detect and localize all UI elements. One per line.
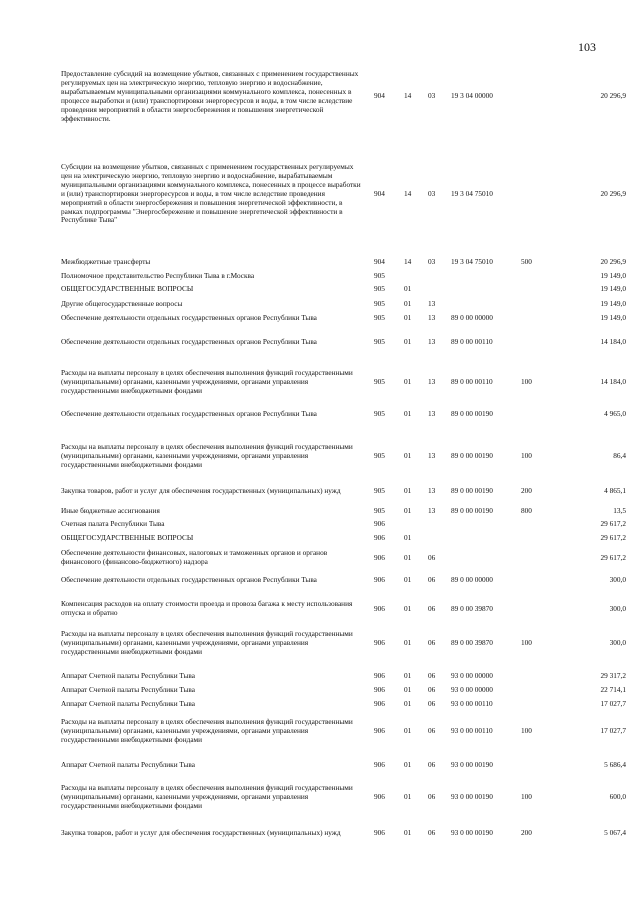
cell-subsection: 13 [428, 377, 436, 387]
cell-subsection: 06 [428, 638, 436, 648]
cell-admin: 905 [374, 451, 385, 461]
cell-subsection: 03 [428, 91, 436, 101]
cell-subsection: 06 [428, 603, 436, 613]
cell-section: 01 [404, 552, 412, 562]
cell-vr: 500 [521, 257, 532, 267]
cell-target: 89 0 00 39870 [451, 638, 493, 648]
row-name: Расходы на выплаты персоналу в целях обеспечения выполнения функций государственными (муниципальными) органами, казенными учреждениями, органами управления государственными внебюджетными фондами [61, 368, 353, 395]
cell-sum: 19 149,0 [600, 284, 626, 294]
cell-sum: 20 296,9 [600, 188, 626, 198]
cell-target: 89 0 00 00190 [451, 486, 493, 496]
cell-subsection: 06 [428, 828, 436, 838]
cell-vr: 100 [521, 792, 532, 802]
cell-vr: 200 [521, 486, 532, 496]
cell-section: 01 [404, 575, 412, 585]
cell-section: 14 [404, 91, 412, 101]
row-name: Компенсация расходов на оплату стоимости проезда и провоза багажа к месту использования отпуска и обратно [61, 599, 353, 617]
cell-subsection: 13 [428, 313, 436, 323]
cell-section: 01 [404, 313, 412, 323]
cell-admin: 905 [374, 313, 385, 323]
cell-subsection: 06 [428, 671, 436, 681]
cell-subsection: 06 [428, 792, 436, 802]
cell-admin: 906 [374, 685, 385, 695]
row-name: Обеспечение деятельности отдельных государственных органов Республики Тыва [61, 409, 317, 418]
cell-section: 01 [404, 699, 412, 709]
row-name: Иные бюджетные ассигнования [61, 506, 160, 515]
cell-target: 93 0 00 00000 [451, 685, 493, 695]
cell-section: 01 [404, 603, 412, 613]
cell-subsection: 13 [428, 299, 436, 309]
cell-target: 89 0 00 00110 [451, 377, 493, 387]
row-name: Полномочное представительство Республики Тыва в г.Москва [61, 271, 255, 280]
cell-subsection: 13 [428, 409, 436, 419]
cell-target: 19 3 04 75010 [451, 257, 493, 267]
cell-subsection: 06 [428, 760, 436, 770]
cell-target: 89 0 00 00190 [451, 409, 493, 419]
cell-admin: 905 [374, 337, 385, 347]
row-name: Предоставление субсидий на возмещение убытков, связанных с применением государственных регулируемых цен на электрическую энергию, тепловую энергию и водоснабжение, вырабатываемым муниципальными организациями коммунального комплекса, понесенных в процессе выработки и (или) транспортировки энергоресурсов и воды, в том числе вследствие проведения мероприятий в области энергосбережения и повышения энергетической эффективности. [61, 69, 359, 123]
cell-admin: 905 [374, 271, 385, 281]
cell-admin: 904 [374, 257, 385, 267]
cell-sum: 5 067,4 [604, 828, 626, 838]
row-name: Обеспечение деятельности финансовых, налоговых и таможенных органов и органов финансового (финансово-бюджетного) надзора [61, 548, 328, 566]
cell-admin: 906 [374, 726, 385, 736]
page-number: 103 [578, 40, 596, 54]
cell-section: 01 [404, 726, 412, 736]
cell-target: 89 0 00 00000 [451, 575, 493, 585]
cell-sum: 29 617,2 [600, 552, 626, 562]
cell-subsection: 06 [428, 685, 436, 695]
row-name: Другие общегосударственные вопросы [61, 299, 183, 308]
cell-sum: 29 617,2 [600, 519, 626, 529]
cell-subsection: 03 [428, 257, 436, 267]
cell-subsection: 13 [428, 337, 436, 347]
cell-sum: 17 027,7 [600, 699, 626, 709]
cell-vr: 800 [521, 506, 532, 516]
cell-sum: 29 317,2 [600, 671, 626, 681]
cell-section: 01 [404, 638, 412, 648]
cell-sum: 17 027,7 [600, 726, 626, 736]
cell-subsection: 06 [428, 726, 436, 736]
cell-subsection: 06 [428, 552, 436, 562]
cell-section: 01 [404, 486, 412, 496]
row-name: Расходы на выплаты персоналу в целях обеспечения выполнения функций государственными (муниципальными) органами, казенными учреждениями, органами управления государственными внебюджетными фондами [61, 442, 353, 469]
cell-admin: 906 [374, 792, 385, 802]
cell-admin: 906 [374, 519, 385, 529]
cell-section: 01 [404, 506, 412, 516]
cell-admin: 906 [374, 533, 385, 543]
cell-subsection: 06 [428, 575, 436, 585]
cell-sum: 20 296,9 [600, 91, 626, 101]
cell-admin: 905 [374, 299, 385, 309]
row-name: ОБЩЕГОСУДАРСТВЕННЫЕ ВОПРОСЫ [61, 533, 194, 542]
cell-sum: 5 686,4 [604, 760, 626, 770]
row-name: Обеспечение деятельности отдельных государственных органов Республики Тыва [61, 337, 317, 346]
cell-sum: 300,0 [609, 603, 626, 613]
cell-sum: 14 184,0 [600, 337, 626, 347]
cell-section: 01 [404, 685, 412, 695]
row-name: Субсидии на возмещение убытков, связанных с применением государственных регулируемых цен на электрическую энергию, тепловую энергию и водоснабжение, вырабатываемым муниципальными организациями коммунального комплекса, понесенных в процессе выработки и (или) транспортировки энергоресурсов и воды, в том числе вследствие проведения мероприятий в области энергосбережения и повышения энергетической эффективности, в рамках подпрограммы "Энергосбережение и повышение энергетической эффективности в Республике Тыва" [61, 162, 361, 225]
row-name: Аппарат Счетной палаты Республики Тыва [61, 685, 196, 694]
cell-sum: 300,0 [609, 575, 626, 585]
cell-admin: 905 [374, 409, 385, 419]
cell-sum: 19 149,0 [600, 313, 626, 323]
cell-section: 01 [404, 533, 412, 543]
cell-section: 01 [404, 284, 412, 294]
cell-sum: 300,0 [609, 638, 626, 648]
row-name: Закупка товаров, работ и услуг для обеспечения государственных (муниципальных) нужд [61, 828, 341, 837]
row-name: Аппарат Счетной палаты Республики Тыва [61, 699, 196, 708]
row-name: Расходы на выплаты персоналу в целях обеспечения выполнения функций государственными (муниципальными) органами, казенными учреждениями, органами управления государственными внебюджетными фондами [61, 717, 353, 744]
cell-sum: 22 714,1 [600, 685, 626, 695]
cell-vr: 100 [521, 377, 532, 387]
cell-sum: 86,4 [613, 451, 626, 461]
cell-sum: 19 149,0 [600, 299, 626, 309]
cell-vr: 100 [521, 726, 532, 736]
cell-admin: 906 [374, 699, 385, 709]
cell-admin: 906 [374, 552, 385, 562]
cell-sum: 19 149,0 [600, 271, 626, 281]
cell-target: 89 0 00 00000 [451, 313, 493, 323]
cell-vr: 100 [521, 451, 532, 461]
cell-sum: 4 965,0 [604, 409, 626, 419]
row-name: Счетная палата Республики Тыва [61, 519, 165, 528]
cell-section: 01 [404, 377, 412, 387]
cell-admin: 904 [374, 188, 385, 198]
cell-section: 01 [404, 671, 412, 681]
cell-admin: 905 [374, 486, 385, 496]
row-name: ОБЩЕГОСУДАРСТВЕННЫЕ ВОПРОСЫ [61, 284, 194, 293]
row-name: Расходы на выплаты персоналу в целях обеспечения выполнения функций государственными (муниципальными) органами, казенными учреждениями, органами управления государственными внебюджетными фондами [61, 783, 353, 810]
cell-admin: 906 [374, 603, 385, 613]
cell-sum: 14 184,0 [600, 377, 626, 387]
cell-section: 14 [404, 188, 412, 198]
cell-target: 19 3 04 00000 [451, 91, 493, 101]
cell-section: 01 [404, 792, 412, 802]
row-name: Расходы на выплаты персоналу в целях обеспечения выполнения функций государственными (муниципальными) органами, казенными учреждениями, органами управления государственными внебюджетными фондами [61, 629, 353, 656]
cell-subsection: 13 [428, 506, 436, 516]
cell-section: 01 [404, 299, 412, 309]
cell-target: 19 3 04 75010 [451, 188, 493, 198]
cell-admin: 905 [374, 506, 385, 516]
cell-subsection: 13 [428, 451, 436, 461]
cell-section: 01 [404, 451, 412, 461]
cell-target: 93 0 00 00190 [451, 828, 493, 838]
row-name: Обеспечение деятельности отдельных государственных органов Республики Тыва [61, 313, 317, 322]
cell-subsection: 13 [428, 486, 436, 496]
cell-target: 89 0 00 00110 [451, 337, 493, 347]
cell-sum: 20 296,9 [600, 257, 626, 267]
cell-target: 93 0 00 00000 [451, 671, 493, 681]
cell-admin: 906 [374, 760, 385, 770]
cell-section: 01 [404, 828, 412, 838]
cell-section: 14 [404, 257, 412, 267]
cell-admin: 906 [374, 828, 385, 838]
cell-target: 93 0 00 00110 [451, 699, 493, 709]
cell-vr: 100 [521, 638, 532, 648]
cell-subsection: 03 [428, 188, 436, 198]
row-name: Обеспечение деятельности отдельных государственных органов Республики Тыва [61, 575, 317, 584]
cell-vr: 200 [521, 828, 532, 838]
cell-admin: 906 [374, 575, 385, 585]
cell-admin: 906 [374, 638, 385, 648]
row-name: Закупка товаров, работ и услуг для обеспечения государственных (муниципальных) нужд [61, 486, 341, 495]
cell-section: 01 [404, 760, 412, 770]
cell-sum: 13,5 [613, 506, 626, 516]
cell-admin: 905 [374, 377, 385, 387]
cell-admin: 905 [374, 284, 385, 294]
cell-sum: 600,0 [609, 792, 626, 802]
cell-admin: 904 [374, 91, 385, 101]
row-name: Аппарат Счетной палаты Республики Тыва [61, 671, 196, 680]
cell-target: 93 0 00 00190 [451, 760, 493, 770]
cell-admin: 906 [374, 671, 385, 681]
cell-sum: 4 865,1 [604, 486, 626, 496]
cell-section: 01 [404, 337, 412, 347]
cell-target: 89 0 00 00190 [451, 506, 493, 516]
cell-target: 93 0 00 00190 [451, 792, 493, 802]
cell-subsection: 06 [428, 699, 436, 709]
cell-target: 89 0 00 00190 [451, 451, 493, 461]
cell-target: 93 0 00 00110 [451, 726, 493, 736]
cell-section: 01 [404, 409, 412, 419]
cell-sum: 29 617,2 [600, 533, 626, 543]
row-name: Аппарат Счетной палаты Республики Тыва [61, 760, 196, 769]
cell-target: 89 0 00 39870 [451, 603, 493, 613]
row-name: Межбюджетные трансферты [61, 257, 151, 266]
